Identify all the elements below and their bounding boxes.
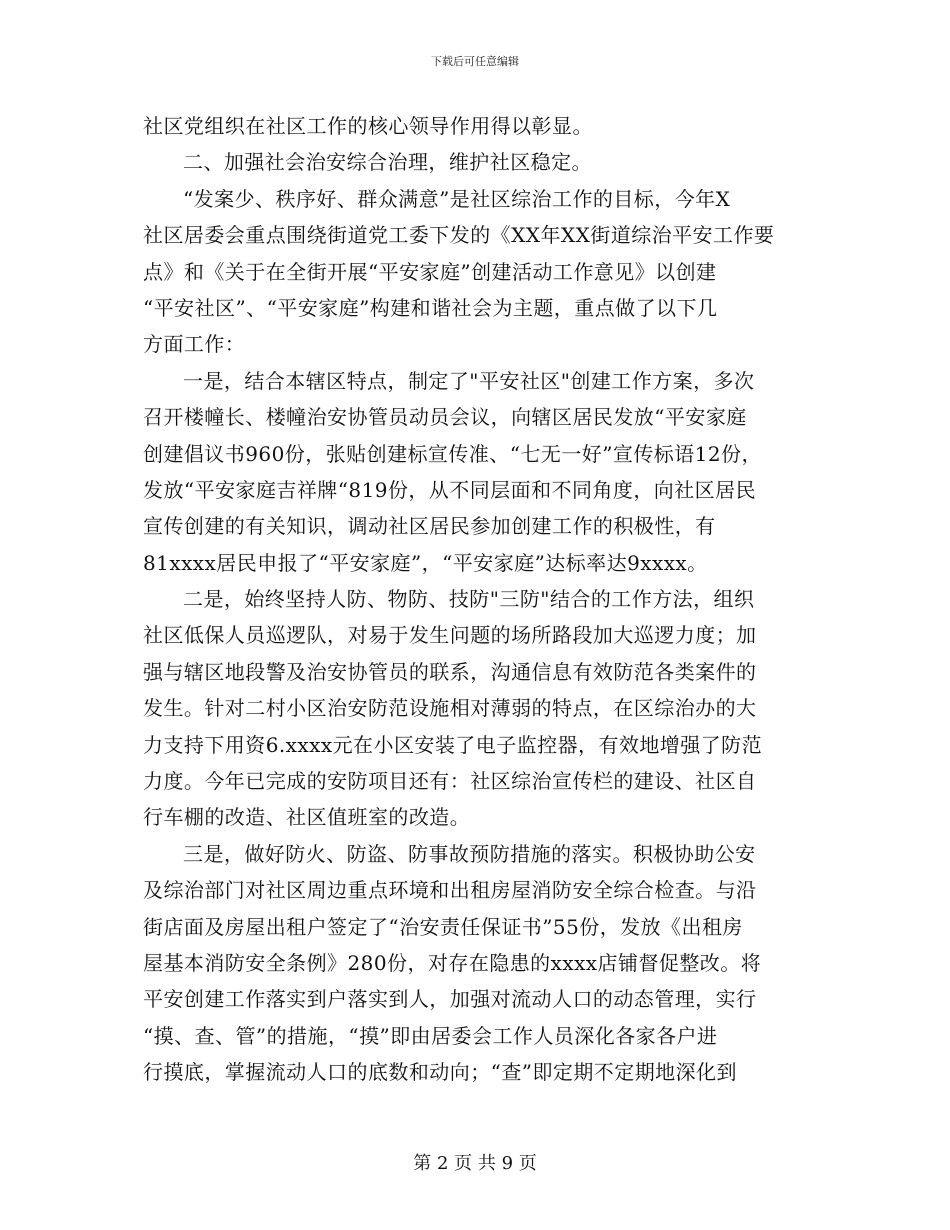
text-line: 社区低保人员巡逻队，对易于发生问题的场所路段加大巡逻力度；加: [143, 623, 757, 648]
page-number: 第 2 页 共 9 页: [413, 1153, 537, 1174]
text-line: 81xxxx居民申报了“平安家庭”，“平安家庭”达标率达9xxxx。: [143, 550, 708, 575]
text-line: 发生。针对二村小区治安防范设施相对薄弱的特点，在区综治办的大: [143, 696, 757, 721]
text-line: 行摸底，掌握流动人口的底数和动向；“查”即定期不定期地深化到: [143, 1060, 737, 1085]
paragraph-start: 二是，始终坚持人防、物防、技防"三防"结合的工作方法，组织: [183, 587, 755, 612]
text-line: 及综治部门对社区周边重点环境和出租房屋消防安全综合检查。与沿: [143, 878, 757, 903]
text-line: 宣传创建的有关知识，调动社区居民参加创建工作的积极性，有: [143, 514, 716, 539]
text-line: 方面工作：: [143, 332, 246, 357]
text-line: 社区居委会重点围绕街道党工委下发的《XX年XX街道综治平安工作要: [143, 223, 775, 248]
text-line: 行车棚的改造、社区值班室的改造。: [143, 805, 471, 830]
text-line: 屋基本消防安全条例》280份，对存在隐患的xxxx店铺督促整改。将: [143, 950, 762, 975]
paragraph-start: “发案少、秩序好、群众满意”是社区综治工作的目标，今年X: [183, 186, 731, 211]
document-body: [143, 108, 808, 1091]
text-line: 点》和《关于在全街开展“平安家庭”创建活动工作意见》以创建: [143, 259, 717, 284]
text-line: 发放“平安家庭吉祥牌“819份，从不同层面和不同角度，向社区居民: [143, 477, 757, 502]
text-line: 创建倡议书960份，张贴创建标宣传准、“七无一好”宣传标语12份，: [143, 441, 762, 466]
text-line: “平安社区”、“平安家庭”构建和谐社会为主题，重点做了以下几: [143, 295, 718, 320]
text-line: 力支持下用资6.xxxx元在小区安装了电子监控器，有效地增强了防范: [143, 732, 763, 757]
paragraph-start: 三是，做好防火、防盗、防事故预防措施的落实。积极协助公安: [183, 841, 756, 866]
text-line: 街店面及房屋出租户签定了“治安责任保证书”55份，发放《出租房: [143, 914, 743, 939]
section-heading: 二、加强社会治安综合治理，维护社区稳定。: [183, 150, 592, 175]
text-line: 社区党组织在社区工作的核心领导作用得以彰显。: [143, 114, 593, 138]
text-line: 强与辖区地段警及治安协管员的联系，沟通信息有效防范各类案件的: [143, 659, 757, 684]
paragraph-start: 一是，结合本辖区特点，制定了"平安社区"创建工作方案，多次: [183, 368, 755, 393]
page-header-note: 下载后可任意编辑: [431, 55, 519, 68]
text-line: 召开楼幢长、楼幢治安协管员动员会议，向辖区居民发放“平安家庭: [143, 405, 747, 430]
text-line: 平安创建工作落实到户落实到人，加强对流动人口的动态管理，实行: [143, 987, 757, 1012]
text-line: “摸、查、管”的措施，“摸”即由居委会工作人员深化各家各户进: [143, 1023, 718, 1048]
text-line: 力度。今年已完成的安防项目还有：社区综治宣传栏的建设、社区自: [143, 769, 757, 794]
